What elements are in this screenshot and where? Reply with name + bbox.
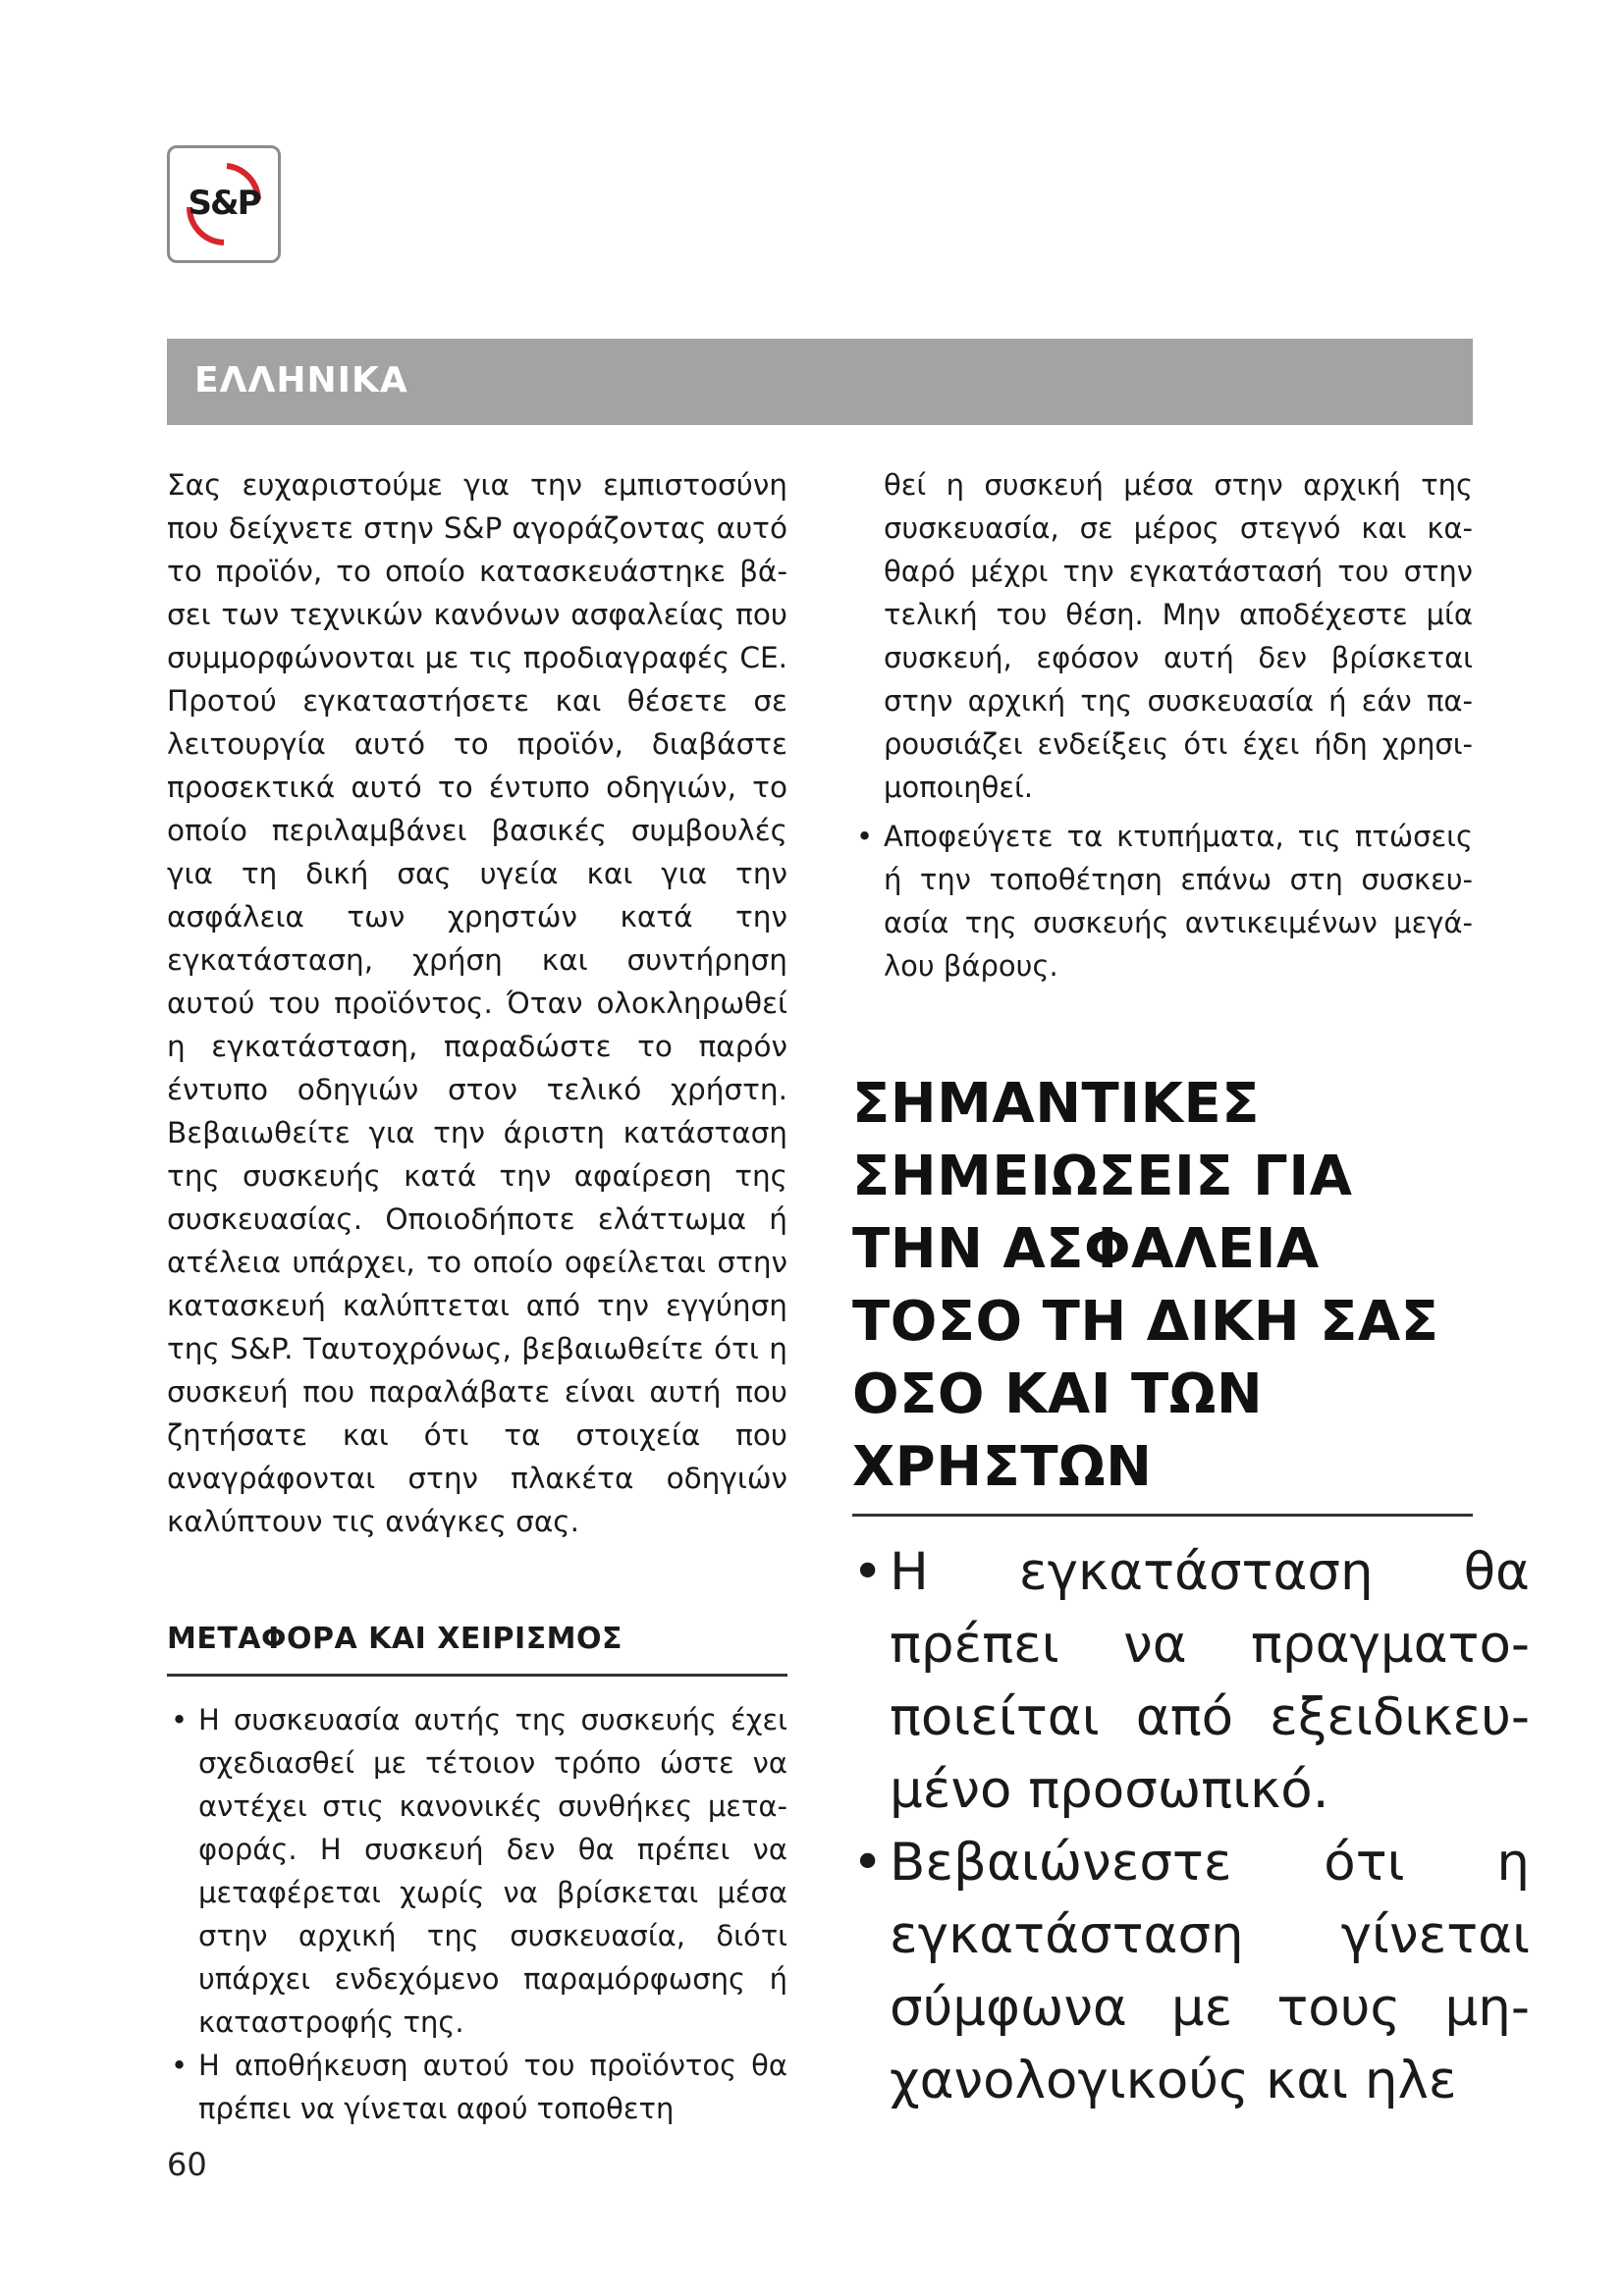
bullet-icon: • [171,1703,189,1736]
bullet-icon: • [852,1833,884,1893]
brand-logo [167,145,281,263]
left-column [167,463,787,2130]
list-item [167,2044,787,2130]
transport-heading: ΜΕΤΑΦΟΡΑ ΚΑΙ ΧΕΙΡΙΣΜΟΣ [167,1622,787,1677]
list-item-text: Βεβαιώνεστε ότι η εγκατάσταση γίνεται σύμφωνα με τους μηχανολογικούς και ηλε [890,1833,1530,2110]
transport-list [167,1698,787,2130]
intro-paragraph: Σας ευχαριστούμε για την εμπιστοσύνη που δείχνετε στην S&P αγοράζοντας αυτό το προϊόν, το οποίο κατασκευάστηκε βάσει των τεχνικών κανόνων ασφαλείας που συμμορφώνονται με τις προδιαγραφές CE. Προτού εγκαταστήσετε και θέσετε σε λειτουργία αυτό το προϊόν, διαβάστε προσεκτικά αυτό το έντυπο οδηγιών, το οποίο περιλαμβάνει βασικές συμβουλές για τη δική σας υγεία και για την ασφάλεια των χρηστών κατά την εγκατάσταση, χρήση και συντήρηση αυτού του προϊόντος. Όταν ολοκληρωθεί η εγκατάσταση, παραδώστε το παρόν έντυπο οδηγιών στον τελικό χρήστη. Βεβαιωθείτε για την άριστη κατάσταση της συσκευής κατά την αφαίρεση της συσκευασίας. Οποιοδήποτε ελάττωμα ή ατέλεια υπάρχει, το οποίο οφείλεται στην κατασκευή καλύπτεται από την εγγύηση της S&P. Ταυτοχρόνως, βεβαιωθείτε ότι η συσκευή που παραλάβατε είναι αυτή που ζητήσατε και ότι τα στοιχεία που αναγράφονται στην πλακέτα οδηγιών καλύπτουν τις ανάγκες σας. [167,468,787,1538]
bullet-icon: • [856,820,874,853]
list-item-text: Η αποθήκευση αυτού του προϊόντος θα πρέπει να γίνεται αφού τοποθετη [198,2049,787,2125]
list-item [852,815,1473,988]
list-item-text: Αποφεύγετε τα κτυπήματα, τις πτώσεις ή την τοποθέτηση επάνω στη συσκευασία της συσκευής αντικειμένων μεγάλου βάρους. [884,820,1473,983]
bullet-icon: • [171,2049,189,2082]
list-item-text: Η εγκατάσταση θα πρέπει να πραγματοποιείται από εξειδικευμένο προσωπικό. [890,1542,1530,1820]
bullet-icon: • [852,1542,884,1602]
transport-list-continued [852,815,1473,988]
safety-heading: ΣΗΜΑΝΤΙΚΕΣ ΣΗΜΕΙΩΣΕΙΣ ΓΙΑ ΤΗΝ ΑΣΦΑΛΕΙΑ ΤΟΣΟ ΤΗ ΔΙΚΗ ΣΑΣ ΟΣΟ ΚΑΙ ΤΩΝ ΧΡΗΣΤΩΝ [852,1068,1473,1517]
right-column [852,463,1530,2117]
list-item [852,1536,1530,1827]
page-number: 60 [167,2146,207,2183]
safety-list [852,1536,1530,2117]
logo-text: S&P [188,184,260,223]
language-label: ΕΛΛΗΝΙΚΑ [194,360,408,400]
language-bar [167,339,1473,425]
list-item-text: Η συσκευασία αυτής της συσκευής έχει σχεδιασθεί με τέτοιον τρόπο ώστε να αντέχει στις κανονικές συνθήκες μεταφοράς. Η συσκευή δεν θα πρέπει να μεταφέρεται χωρίς να βρίσκεται μέσα στην αρχική της συσκευασία, διότι υπάρχει ενδεχόμενο παραμόρφωσης ή καταστροφής της. [198,1703,787,2039]
list-item [167,1698,787,2044]
transport-continuation: θεί η συσκευή μέσα στην αρχική της συσκευασία, σε μέρος στεγνό και καθαρό μέχρι την εγκατάστασή του στην τελική του θέση. Μην αποδέχεστε μία συσκευή, εφόσον αυτή δεν βρίσκεται στην αρχική της συσκευασία ή εάν παρουσιάζει ενδείξεις ότι έχει ήδη χρησιμοποιηθεί. [884,468,1473,804]
list-item [852,1827,1530,2117]
